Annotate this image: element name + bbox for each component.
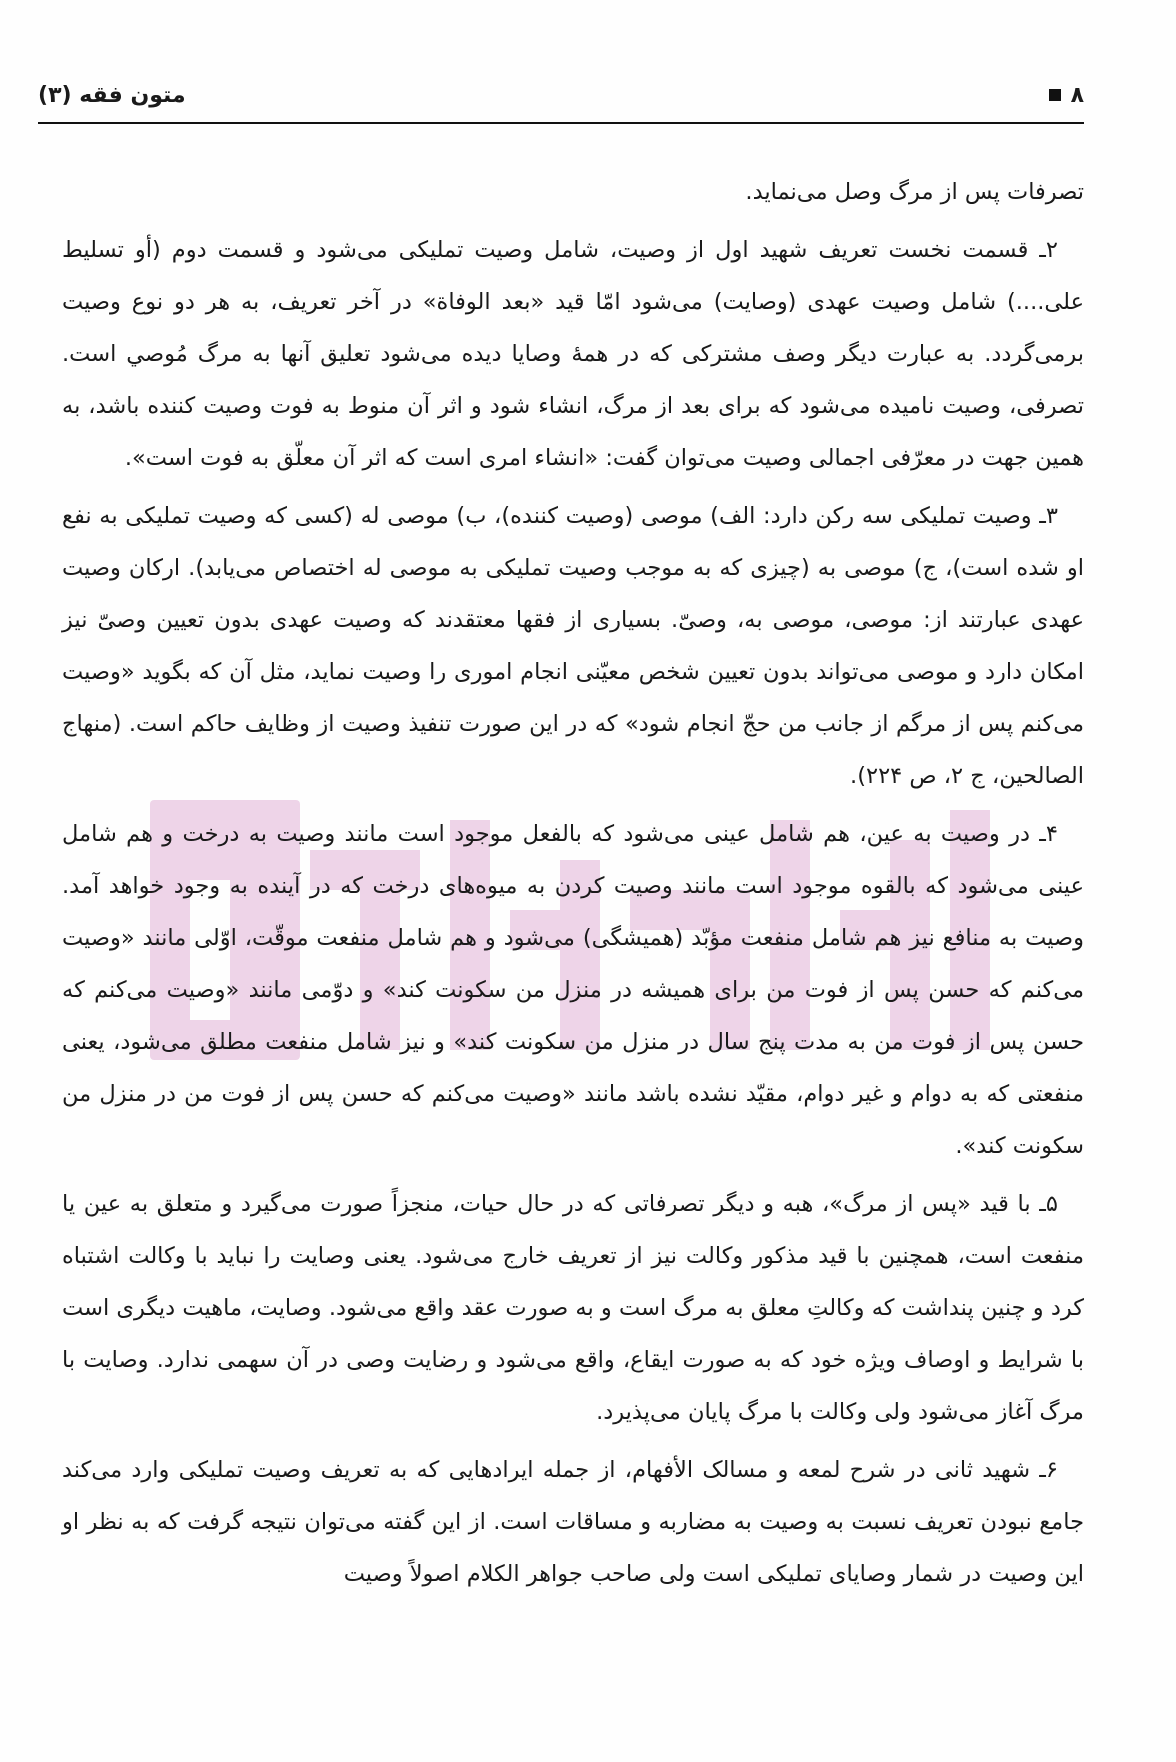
paragraph-1: تصرفات پس از مرگ وصل می‌نماید. <box>745 179 1084 205</box>
paragraph-3: ۳ـ وصیت تملیکی سه رکن دارد: الف) موصی (وصیت کننده)، ب) موصی له (کسی که وصیت تملیکی به نفع او شده است)، ج) موصی به (چیزی که به موجب وصیت تملیکی به موصی له اختصاص می‌یابد). ارکان وصیت عهدی عبارتند از: موصی، موصی به، وصیّ. بسیاری از فقها معتقدند که وصیت عهدی بدون تعیین وصیّ نیز امکان دارد و موصی می‌تواند بدون تعیین شخص معیّنی انجام اموری را وصیت نماید، مثل آن که بگوید «وصیت می‌کنم پس از مرگم از جانب من حجّ انجام شود» که در این صورت تنفیذ وصیت از وظایف حاکم است. (منهاج الصالحین، ج ۲، ص ۲۲۴). <box>62 503 1084 789</box>
book-title: متون فقه (۳) <box>38 82 186 108</box>
square-bullet-icon <box>1049 89 1061 101</box>
paragraph-2: ۲ـ قسمت نخست تعریف شهید اول از وصیت، شامل وصیت تملیکی می‌شود و قسمت دوم (أو تسلیط علی....) شامل وصیت عهدی (وصایت) می‌شود امّا قید «بعد الوفاة» در آخر تعریف، به هر دو نوع وصیت برمی‌گردد. به عبارت دیگر وصف مشترکی که در همهٔ وصایا دیده می‌شود تعلیق آنها به مرگ مُوصي است. تصرفی، وصیت نامیده می‌شود که برای بعد از مرگ، انشاء شود و اثر آن منوط به فوت وصیت کننده باشد، به همین جهت در معرّفی اجمالی وصیت می‌توان گفت: «انشاء امری است که اثر آن معلّق به فوت است». <box>62 237 1084 471</box>
page-number: ۸ <box>1070 82 1084 108</box>
running-header <box>38 72 1084 118</box>
paragraph-4: ۴ـ در وصیت به عین، هم شامل عینی می‌شود که بالفعل موجود است مانند وصیت به درخت و هم شامل عینی می‌شود که بالقوه موجود است مانند وصیت کردن به میوه‌های درخت که در آینده به وجود خواهد آمد. وصیت به منافع نیز هم شامل منفعت مؤبّد (همیشگی) می‌شود و هم شامل منفعت موقّت، اوّلی مانند «وصیت می‌کنم که حسن پس از فوت من برای همیشه در منزل من سکونت کند» و دوّمی مانند «وصیت می‌کنم که حسن پس از فوت من به مدت پنج سال در منزل من سکونت کند» و نیز شامل منفعت مطلق می‌شود، یعنی منفعتی که به دوام و غیر دوام، مقیّد نشده باشد مانند «وصیت می‌کنم که حسن پس از فوت من در منزل من سکونت کند». <box>62 821 1084 1159</box>
page-number-group <box>1049 83 1084 108</box>
page-body <box>62 166 1084 1606</box>
paragraph-5: ۵ـ با قید «پس از مرگ»، هبه و دیگر تصرفاتی که در حال حیات، منجزاً صورت می‌گیرد و متعلق به عین یا منفعت است، همچنین با قید مذکور وکالت نیز از تعریف خارج می‌شود. یعنی وصایت را نباید با وکالت اشتباه کرد و چنین پنداشت که وکالتِ معلق به مرگ است و به صورت عقد واقع می‌شود. وصایت، ماهیت دیگری است با شرایط و اوصاف ویژه خود که به صورت ایقاع، واقع می‌شود و رضایت وصی در آن سهمی ندارد. وصایت با مرگ آغاز می‌شود ولی وکالت با مرگ پایان می‌پذیرد. <box>62 1191 1084 1425</box>
header-divider <box>38 122 1084 124</box>
paragraph-6: ۶ـ شهید ثانی در شرح لمعه و مسالک الأفهام، از جمله ایرادهایی که به تعریف وصیت تملیکی وارد می‌کند جامع نبودن تعریف نسبت به وصیت به مضاربه و مساقات است. از این گفته می‌توان نتیجه گرفت که به نظر او این وصیت در شمار وصایای تملیکی است ولی صاحب جواهر الکلام اصولاً وصیت <box>62 1457 1084 1587</box>
